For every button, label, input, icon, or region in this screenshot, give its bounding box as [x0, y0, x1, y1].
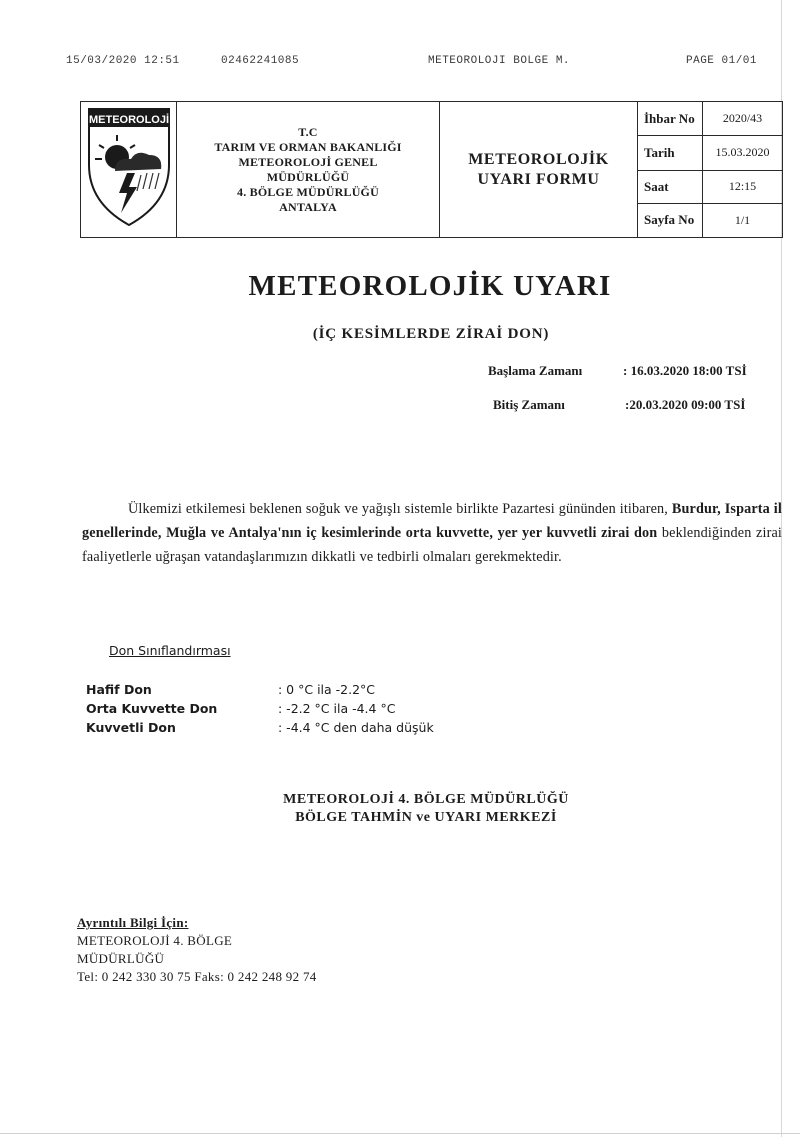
meta-label-ihbar: İhbar No [638, 102, 703, 136]
meta-label-saat: Saat [638, 170, 703, 203]
classification-heading: Don Sınıflandırması [109, 643, 231, 658]
meta-value-ihbar: 2020/43 [703, 102, 783, 136]
meta-label-sayfa: Sayfa No [638, 203, 703, 237]
contact-phone: Tel: 0 242 330 30 75 Faks: 0 242 248 92 74 [77, 969, 317, 984]
contact-heading: Ayrıntılı Bilgi İçin: [77, 915, 189, 930]
end-time-row [0, 397, 800, 417]
classification-name: Kuvvetli Don [86, 720, 176, 735]
forecast-center-line: METEOROLOJİ 4. BÖLGE MÜDÜRLÜĞÜ [283, 792, 569, 807]
classification-row [86, 720, 586, 738]
meta-value-sayfa: 1/1 [703, 203, 783, 237]
end-time-value: :20.03.2020 09:00 TSİ [625, 397, 746, 412]
meta-value-saat: 12:15 [703, 170, 783, 203]
classification-name: Orta Kuvvette Don [86, 701, 218, 716]
classification-range: : -2.2 °C ila -4.4 °C [278, 701, 396, 716]
classification-range: : 0 °C ila -2.2°C [278, 682, 376, 697]
form-title-line: UYARI FORMU [477, 170, 600, 188]
classification-range: : -4.4 °C den daha düşük [278, 720, 434, 735]
header-table [80, 101, 783, 238]
warning-title: METEOROLOJİK UYARI [248, 270, 612, 302]
classification-row [86, 701, 586, 719]
end-time-label: Bitiş Zamanı [493, 397, 565, 412]
classification-row [86, 682, 586, 700]
fax-header [66, 55, 772, 69]
fax-sender: METEOROLOJI BOLGE M. [428, 55, 571, 67]
org-line: METEOROLOJİ GENEL [238, 154, 378, 169]
org-line: ANTALYA [279, 199, 337, 214]
organization-block [177, 102, 440, 238]
start-time-value: : 16.03.2020 18:00 TSİ [623, 363, 747, 378]
meta-value-tarih: 15.03.2020 [703, 136, 783, 170]
start-time-row [0, 363, 800, 383]
logo-text: METEOROLOJİ [88, 114, 169, 126]
classification-name: Hafif Don [86, 682, 152, 697]
contact-block [77, 914, 317, 986]
fax-page: PAGE 01/01 [686, 55, 758, 67]
warning-body [82, 497, 782, 569]
warning-subtitle: (İÇ KESİMLERDE ZİRAİ DON) [312, 326, 550, 342]
fax-datetime: 15/03/2020 12:51 [66, 55, 180, 67]
contact-line: MÜDÜRLÜĞÜ [77, 951, 165, 966]
org-line: MÜDÜRLÜĞÜ [266, 169, 350, 184]
fax-number: 02462241085 [221, 55, 300, 67]
logo-cell [81, 102, 177, 238]
meta-label-tarih: Tarih [638, 136, 703, 170]
body-text-part: beklendiğinden zirai faaliyetlerle uğraşan vatandaşlarımızın dikkatli ve tedbirli olmaları gerekmektedir. [82, 525, 782, 565]
start-time-label: Başlama Zamanı [488, 363, 583, 378]
body-text-bold: Burdur, Isparta il genellerinde, Muğla ve Antalya'nın iç kesimlerinde orta kuvvette, yer yer kuvvetli zirai don [82, 501, 782, 541]
form-title [440, 102, 638, 238]
form-title-line: METEOROLOJİK [468, 150, 609, 168]
forecast-center-line: BÖLGE TAHMİN ve UYARI MERKEZİ [295, 810, 557, 825]
meteorology-logo-icon [85, 105, 173, 229]
org-line: TARIM VE ORMAN BAKANLIĞI [214, 139, 402, 154]
contact-line: METEOROLOJİ 4. BÖLGE [77, 933, 233, 948]
org-line: 4. BÖLGE MÜDÜRLÜĞÜ [237, 184, 379, 199]
body-text-part: Ülkemizi etkilemesi beklenen soğuk ve yağışlı sistemle birlikte Pazartesi gününden itibaren, [128, 501, 672, 517]
org-line: T.C [298, 124, 318, 139]
scan-edge-bottom [0, 1133, 800, 1134]
forecast-center [0, 791, 800, 827]
